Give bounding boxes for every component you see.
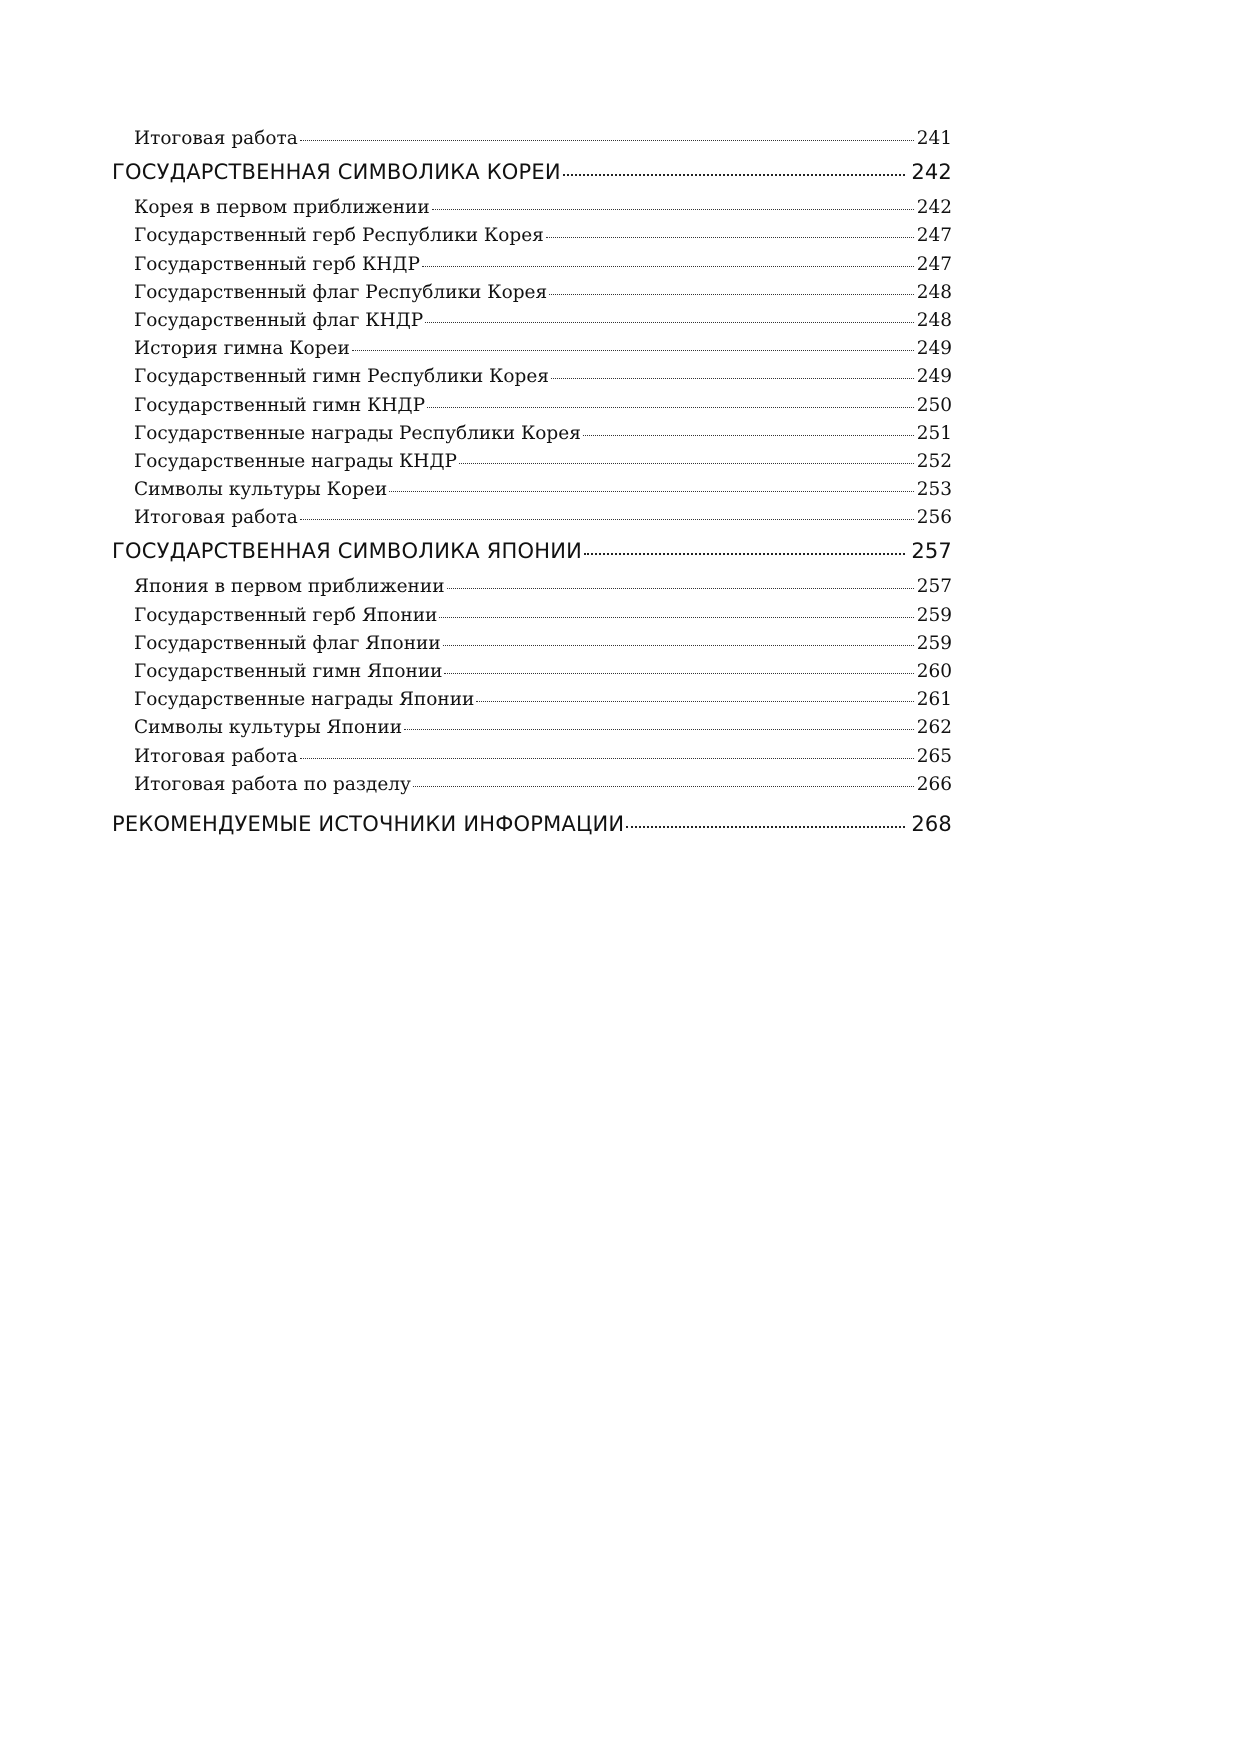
toc-entry-page: 256 [916, 507, 952, 529]
toc-entry[interactable] [112, 366, 952, 394]
toc-entry[interactable] [112, 423, 952, 451]
dot-leader [439, 617, 913, 618]
dot-leader [443, 645, 914, 646]
toc-entry-label: Государственный герб Японии [134, 604, 438, 626]
toc-entry-page: 260 [916, 661, 952, 682]
toc-entry-page: 241 [916, 128, 952, 149]
toc-entry-label: История гимна Кореи [134, 338, 350, 360]
dot-leader [459, 463, 914, 464]
toc-entry-label: Символы культуры Кореи [134, 479, 388, 501]
toc-entry[interactable] [112, 282, 952, 310]
toc-entry[interactable] [112, 507, 952, 535]
toc-entry-page: 253 [916, 479, 952, 501]
toc-entry[interactable] [112, 689, 952, 717]
toc-entry-label: Итоговая работа [134, 745, 298, 767]
toc-entry[interactable] [112, 633, 952, 661]
toc-entry-page: 252 [916, 450, 952, 472]
toc-entry-label: Государственный гимн КНДР [134, 394, 426, 416]
toc-entry-label: Корея в первом приближении [134, 197, 430, 219]
toc-entry-page: 259 [916, 604, 952, 626]
toc-section-japan[interactable] [112, 535, 952, 576]
toc-entry-page: 247 [916, 225, 952, 247]
toc-entry[interactable] [112, 225, 952, 253]
toc-entry[interactable] [112, 479, 952, 507]
dot-leader [427, 407, 914, 408]
toc-section-korea[interactable] [112, 156, 952, 197]
section-title: ГОСУДАРСТВЕННАЯ СИМВОЛИКА КОРЕИ [112, 160, 561, 185]
toc-entry[interactable] [112, 310, 952, 338]
toc-entry-label: Государственный флаг Республики Корея [134, 281, 548, 303]
toc-entry-label: Государственный флаг Японии [134, 632, 441, 654]
toc-entry-label: Итоговая работа [134, 507, 298, 529]
dot-leader [546, 237, 914, 238]
toc-entry[interactable] [112, 254, 952, 282]
toc-entry-page: 249 [916, 338, 952, 360]
toc-entry[interactable] [112, 661, 952, 689]
dot-leader [422, 266, 914, 267]
toc-entry[interactable] [112, 717, 952, 745]
toc-entry-label: Государственный гимн Республики Корея [134, 366, 549, 388]
toc-entry-label: Итоговая работа по разделу [134, 773, 411, 795]
toc-entry-label: Государственные награды Республики Корея [134, 422, 581, 444]
table-of-contents [112, 128, 952, 849]
toc-entry-page: 266 [916, 773, 952, 795]
toc-entry-page: 250 [916, 394, 952, 416]
dot-leader [404, 729, 914, 730]
toc-entry-page: 259 [916, 632, 952, 654]
section-title: РЕКОМЕНДУЕМЫЕ ИСТОЧНИКИ ИНФОРМАЦИИ [112, 811, 625, 836]
dot-leader [425, 322, 913, 323]
section-page: 242 [911, 160, 952, 185]
section-page: 268 [911, 811, 952, 836]
dot-leader [584, 553, 905, 555]
toc-entry-page: 262 [916, 717, 952, 739]
section-title: ГОСУДАРСТВЕННАЯ СИМВОЛИКА ЯПОНИИ [112, 539, 583, 564]
toc-entry-page: 261 [916, 689, 952, 711]
toc-entry-page: 251 [916, 422, 952, 444]
toc-entry-label: Государственный гимн Японии [134, 661, 443, 682]
dot-leader [413, 786, 914, 787]
toc-entry[interactable] [112, 338, 952, 366]
toc-entry-page: 247 [916, 253, 952, 275]
toc-entry-label: Государственные награды КНДР [134, 450, 457, 472]
toc-entry-label: Государственный герб Республики Корея [134, 225, 544, 247]
dot-leader [476, 701, 913, 702]
toc-entry-label: Итоговая работа [134, 128, 298, 149]
toc-entry[interactable] [112, 605, 952, 633]
toc-entry-page: 248 [916, 309, 952, 331]
toc-entry[interactable] [112, 451, 952, 479]
dot-leader [300, 140, 914, 141]
dot-leader [444, 673, 913, 674]
toc-entry-page: 257 [916, 576, 952, 598]
dot-leader [583, 435, 914, 436]
toc-entry-label: Государственные награды Японии [134, 689, 475, 711]
dot-leader [563, 174, 906, 176]
toc-entry-page: 248 [916, 281, 952, 303]
section-page: 257 [911, 539, 952, 564]
toc-entry[interactable] [112, 576, 952, 604]
toc-entry-page: 265 [916, 745, 952, 767]
toc-entry-label: Символы культуры Японии [134, 717, 403, 739]
toc-entry-label: Государственный флаг КНДР [134, 309, 424, 331]
toc-entry-label: Государственный герб КНДР [134, 253, 420, 275]
toc-entry-label: Япония в первом приближении [134, 576, 445, 598]
dot-leader [300, 519, 914, 520]
dot-leader [432, 209, 914, 210]
toc-entry[interactable] [112, 197, 952, 225]
toc-entry[interactable] [112, 128, 952, 156]
dot-leader [352, 350, 914, 351]
toc-entry-page: 242 [916, 197, 952, 219]
toc-entry[interactable] [112, 774, 952, 802]
dot-leader [447, 588, 914, 589]
toc-entry-page: 249 [916, 366, 952, 388]
toc-entry[interactable] [112, 746, 952, 774]
dot-leader [389, 491, 913, 492]
toc-section-sources[interactable] [112, 802, 952, 849]
dot-leader [300, 758, 914, 759]
dot-leader [551, 378, 914, 379]
dot-leader [549, 294, 914, 295]
toc-entry[interactable] [112, 395, 952, 423]
dot-leader [626, 826, 905, 828]
